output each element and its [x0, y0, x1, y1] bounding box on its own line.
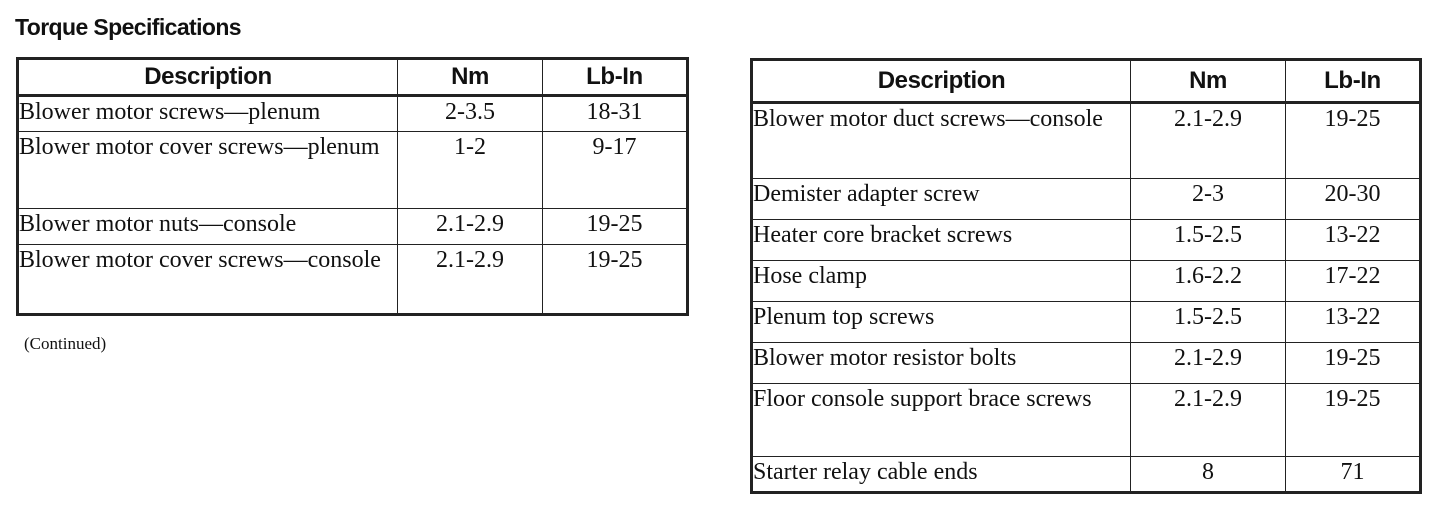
row-description: Heater core bracket screws — [752, 220, 1131, 261]
row-lbin: 13-22 — [1286, 220, 1421, 261]
header-nm: Nm — [1131, 60, 1286, 103]
page-title: Torque Specifications — [15, 14, 241, 40]
table-header-row — [18, 59, 688, 96]
row-lbin: 19-25 — [543, 209, 688, 245]
table-row — [18, 132, 688, 209]
table-header-row — [752, 60, 1421, 103]
row-description: Starter relay cable ends — [752, 457, 1131, 493]
header-description: Description — [752, 60, 1131, 103]
row-lbin: 18-31 — [543, 96, 688, 132]
row-description: Blower motor nuts—console — [18, 209, 398, 245]
row-nm: 1.5-2.5 — [1131, 220, 1286, 261]
row-nm: 1-2 — [398, 132, 543, 209]
row-lbin: 19-25 — [1286, 103, 1421, 179]
table-row — [18, 245, 688, 315]
row-lbin: 13-22 — [1286, 302, 1421, 343]
table-row — [752, 261, 1421, 302]
row-lbin: 19-25 — [1286, 343, 1421, 384]
row-nm: 1.6-2.2 — [1131, 261, 1286, 302]
table-row — [18, 209, 688, 245]
row-description: Blower motor cover screws—console — [18, 245, 398, 315]
row-lbin: 17-22 — [1286, 261, 1421, 302]
torque-table-left — [16, 57, 689, 316]
row-lbin: 9-17 — [543, 132, 688, 209]
table-row — [752, 384, 1421, 457]
row-nm: 2.1-2.9 — [398, 245, 543, 315]
row-nm: 2.1-2.9 — [1131, 384, 1286, 457]
row-description: Blower motor screws—plenum — [18, 96, 398, 132]
table-row — [752, 220, 1421, 261]
row-nm: 2-3.5 — [398, 96, 543, 132]
row-nm: 2-3 — [1131, 179, 1286, 220]
row-nm: 1.5-2.5 — [1131, 302, 1286, 343]
table-row — [18, 96, 688, 132]
row-lbin: 19-25 — [543, 245, 688, 315]
row-nm: 2.1-2.9 — [398, 209, 543, 245]
row-description: Plenum top screws — [752, 302, 1131, 343]
row-lbin: 20-30 — [1286, 179, 1421, 220]
row-nm: 8 — [1131, 457, 1286, 493]
table-row — [752, 343, 1421, 384]
header-lbin: Lb-In — [543, 59, 688, 96]
table-row — [752, 457, 1421, 493]
row-description: Demister adapter screw — [752, 179, 1131, 220]
row-description: Floor console support brace screws — [752, 384, 1131, 457]
row-description: Blower motor cover screws—plenum — [18, 132, 398, 209]
row-lbin: 71 — [1286, 457, 1421, 493]
row-description: Blower motor duct screws—console — [752, 103, 1131, 179]
table-row — [752, 302, 1421, 343]
table-row — [752, 179, 1421, 220]
header-lbin: Lb-In — [1286, 60, 1421, 103]
row-description: Blower motor resistor bolts — [752, 343, 1131, 384]
header-nm: Nm — [398, 59, 543, 96]
row-lbin: 19-25 — [1286, 384, 1421, 457]
table-row — [752, 103, 1421, 179]
header-description: Description — [18, 59, 398, 96]
row-nm: 2.1-2.9 — [1131, 343, 1286, 384]
row-description: Hose clamp — [752, 261, 1131, 302]
continued-note: (Continued) — [24, 334, 107, 353]
row-nm: 2.1-2.9 — [1131, 103, 1286, 179]
torque-table-right — [750, 58, 1422, 494]
